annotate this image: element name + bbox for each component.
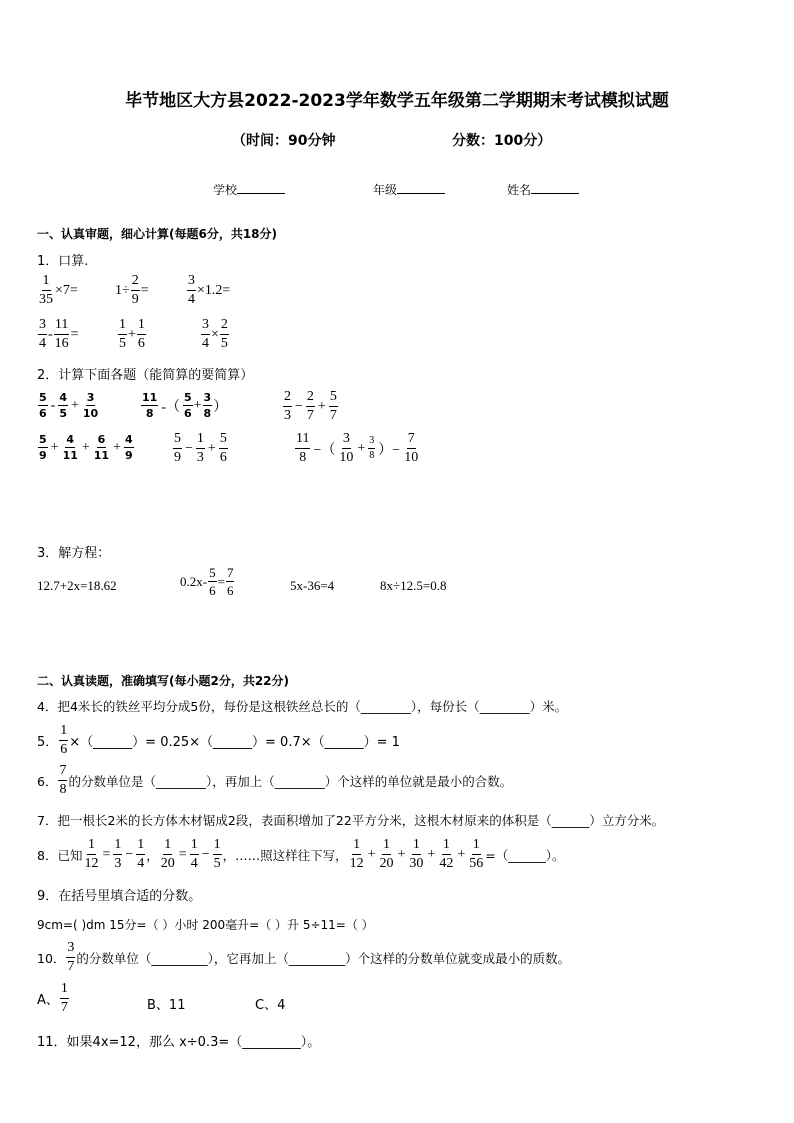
equation-2: 0.2x- $\frac{5}{6}$ = $\frac{7}{6}$ <box>180 565 234 598</box>
q2-expr-6: $\frac{11}{8}$ −（ $\frac{3}{10}$ + $\frac{3}{8}$ ）− $\frac{7}{10}$ <box>296 431 419 465</box>
grade-label: 年级 <box>373 183 398 197</box>
name-label: 姓名 <box>507 183 532 197</box>
fraction: $\frac{1}{5}$ <box>119 317 126 351</box>
equation-1: 12.7+2x=18.62 <box>37 578 117 593</box>
question-10-option-b[interactable]: B、11 <box>147 998 186 1013</box>
q1-item-4: $\frac{3}{4}$ - $\frac{11}{16}$ = <box>39 317 79 351</box>
q2-expr-5: $\frac{5}{9}$ − $\frac{1}{3}$ + $\frac{5}{6}$ <box>174 431 227 465</box>
equation-3: 5x-36=4 <box>290 578 335 593</box>
q2-expr-2: $\frac{11}{8}$ -（ $\frac{5}{6}$ + $\frac{3}{8}$ ） <box>142 391 228 420</box>
q2-expr-4: $\frac{5}{9}$ + $\frac{4}{11}$ + $\frac{6}{11}$ + $\frac{4}{9}$ <box>39 433 133 462</box>
question-4: 4．把4米长的铁丝平均分成5份，每份是这根铁丝总长的（________），每份长（________）米。 <box>37 699 568 714</box>
question-9: 9．在括号里填合适的分数。 <box>37 889 202 904</box>
fraction: $\frac{2}{9}$ <box>131 273 139 307</box>
grade-blank[interactable] <box>397 182 445 194</box>
school-label: 学校 <box>213 183 238 197</box>
exam-time: （时间：90分钟 <box>232 133 336 149</box>
name-blank[interactable] <box>531 182 579 194</box>
grade-field[interactable] <box>373 181 445 198</box>
section2-heading: 二、认真读题，准确填写(每小题2分，共22分) <box>37 674 290 688</box>
q2-expr-3: $\frac{2}{3}$ − $\frac{2}{7}$ + $\frac{5}{7}$ <box>284 389 337 423</box>
page-title: 毕节地区大方县2022-2023学年数学五年级第二学期期末考试模拟试题 <box>125 91 669 111</box>
question-5: 5． $\frac{1}{6}$ ×（______）= 0.25×（______）= 0.7×（______）= 1 <box>37 723 400 757</box>
question-3: 3．解方程： <box>37 546 111 561</box>
question-8: 8．已知 $\frac{1}{12}$ = $\frac{1}{3}$ − $\frac{1}{4}$ ， $\frac{1}{20}$ = $\frac{1}{4}$ − $\frac{1}{5}$ ，……照这样往下写， $\frac{1}{12}$ + $\frac{1}{20}$ + $\frac{1}{30}$ + $\frac{1}{42}$ + $\frac{1}{56}$ =（______）。 <box>37 837 565 871</box>
question-1: 1．口算. <box>37 254 89 269</box>
fraction: $\frac{2}{5}$ <box>220 317 228 351</box>
fraction: $\frac{3}{4}$ <box>188 273 195 307</box>
exam-score: 分数：100分） <box>452 133 552 149</box>
q1-item-1: $\frac{1}{35}$ ×7= <box>39 273 78 307</box>
fraction: $\frac{3}{4}$ <box>39 317 46 351</box>
q1-item-3: $\frac{3}{4}$ ×1.2= <box>188 273 231 307</box>
fraction: $\frac{1}{6}$ <box>137 317 145 351</box>
q1-item-6: $\frac{3}{4}$ × $\frac{2}{5}$ <box>202 317 228 351</box>
question-10-option-c[interactable]: C、4 <box>255 998 286 1013</box>
question-9-line: 9cm=( )dm 15分=（ ）小时 200毫升=（ ）升 5÷11=（ ） <box>37 918 374 932</box>
fraction: $\frac{3}{4}$ <box>202 317 209 351</box>
fraction: $\frac{11}{16}$ <box>54 317 69 351</box>
q1-item-2: 1÷ $\frac{2}{9}$ = <box>115 273 149 307</box>
question-11: 11．如果4x=12，那么 x÷0.3=（_________）。 <box>37 1035 321 1050</box>
question-10: 10． $\frac{3}{7}$ 的分数单位（_________），它再加上（_________）个这样的分数单位就变成最小的质数。 <box>37 940 571 974</box>
question-2: 2．计算下面各题（能简算的要简算） <box>37 368 254 383</box>
school-blank[interactable] <box>237 182 285 194</box>
q1-item-5: $\frac{1}{5}$ + $\frac{1}{6}$ <box>119 317 145 351</box>
question-7: 7．把一根长2米的长方体木材锯成2段，表面积增加了22平方分米，这根木材原来的体积是（______）立方分米。 <box>37 813 665 828</box>
q2-expr-1: $\frac{5}{6}$ - $\frac{4}{5}$ + $\frac{3}{10}$ <box>39 391 99 420</box>
question-10-option-a[interactable]: A、 $\frac{1}{7}$ <box>37 981 68 1015</box>
fraction: $\frac{1}{35}$ <box>39 273 53 307</box>
school-field[interactable] <box>213 181 285 198</box>
name-field[interactable] <box>507 181 579 198</box>
equation-4: 8x÷12.5=0.8 <box>380 578 447 593</box>
question-6: 6． $\frac{7}{8}$ 的分数单位是（________），再加上（________）个这样的单位就是最小的合数。 <box>37 763 513 797</box>
section1-heading: 一、认真审题，细心计算(每题6分，共18分) <box>37 227 278 241</box>
